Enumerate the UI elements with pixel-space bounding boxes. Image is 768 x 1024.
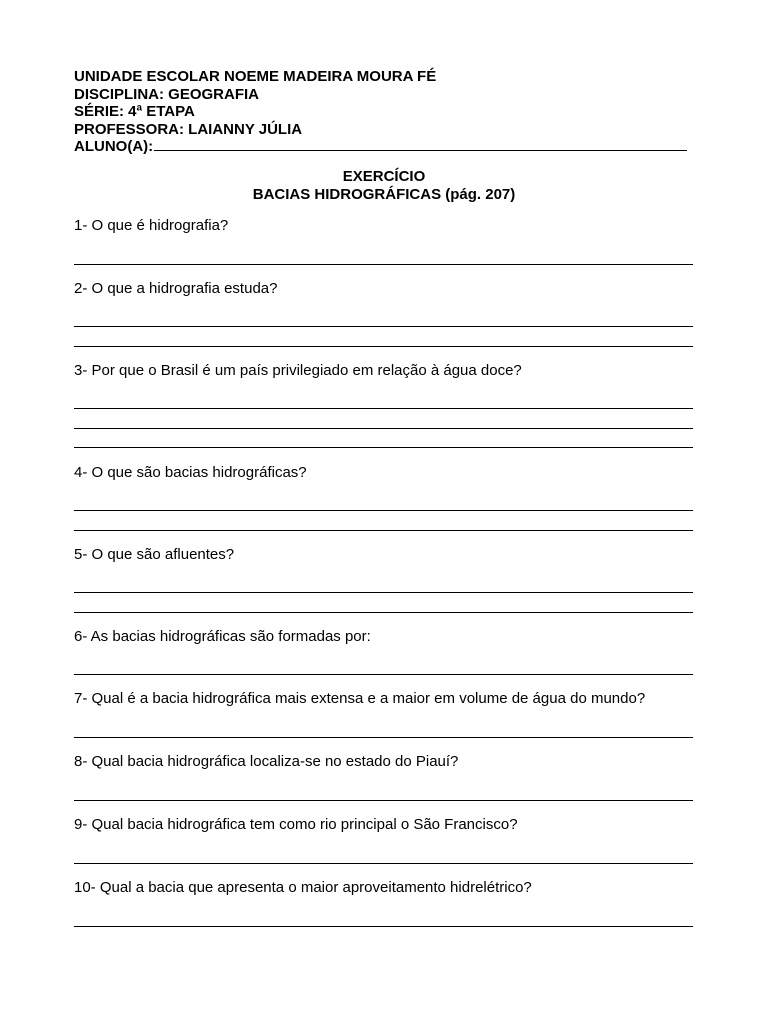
answer-line[interactable] — [74, 530, 693, 531]
school-name: UNIDADE ESCOLAR NOEME MADEIRA MOURA FÉ — [74, 68, 437, 85]
answer-line[interactable] — [74, 408, 693, 409]
answer-line[interactable] — [74, 926, 693, 927]
question-8: 8- Qual bacia hidrográfica localiza-se no estado do Piauí? — [74, 753, 459, 770]
answer-line[interactable] — [74, 863, 693, 864]
answer-line[interactable] — [74, 612, 693, 613]
discipline-label: DISCIPLINA: GEOGRAFIA — [74, 85, 260, 103]
question-6: 6- As bacias hidrográficas são formadas por: — [74, 628, 371, 645]
answer-line[interactable] — [74, 800, 693, 801]
answer-line[interactable] — [74, 346, 693, 347]
question-9: 9- Qual bacia hidrográfica tem como rio principal o São Francisco? — [74, 816, 518, 833]
question-1: 1- O que é hidrografia? — [74, 217, 229, 234]
question-3: 3- Por que o Brasil é um país privilegiado em relação à água doce? — [74, 362, 522, 379]
answer-line[interactable] — [74, 674, 693, 675]
question-5: 5- O que são afluentes? — [74, 546, 235, 563]
answer-line[interactable] — [74, 447, 693, 448]
grade-label: SÉRIE: 4ª ETAPA — [74, 103, 195, 120]
question-4: 4- O que são bacias hidrográficas? — [74, 464, 307, 481]
teacher-label: PROFESSORA: LAIANNY JÚLIA — [74, 120, 303, 138]
student-label: ALUNO(A): — [74, 138, 154, 155]
answer-line[interactable] — [74, 264, 693, 265]
student-name-line[interactable] — [154, 138, 687, 151]
answer-line[interactable] — [74, 428, 693, 429]
question-7: 7- Qual é a bacia hidrográfica mais extensa e a maior em volume de água do mundo? — [74, 690, 646, 707]
header-block — [74, 68, 687, 156]
answer-line[interactable] — [74, 326, 693, 327]
answer-line[interactable] — [74, 510, 693, 511]
student-row — [74, 138, 687, 156]
question-2: 2- O que a hidrografia estuda? — [74, 280, 278, 297]
answer-line[interactable] — [74, 592, 693, 593]
exercise-title: EXERCÍCIO — [342, 168, 426, 185]
question-10: 10- Qual a bacia que apresenta o maior aproveitamento hidrelétrico? — [74, 879, 532, 896]
answer-line[interactable] — [74, 737, 693, 738]
exercise-subtitle: BACIAS HIDROGRÁFICAS (pág. 207) — [252, 186, 516, 203]
